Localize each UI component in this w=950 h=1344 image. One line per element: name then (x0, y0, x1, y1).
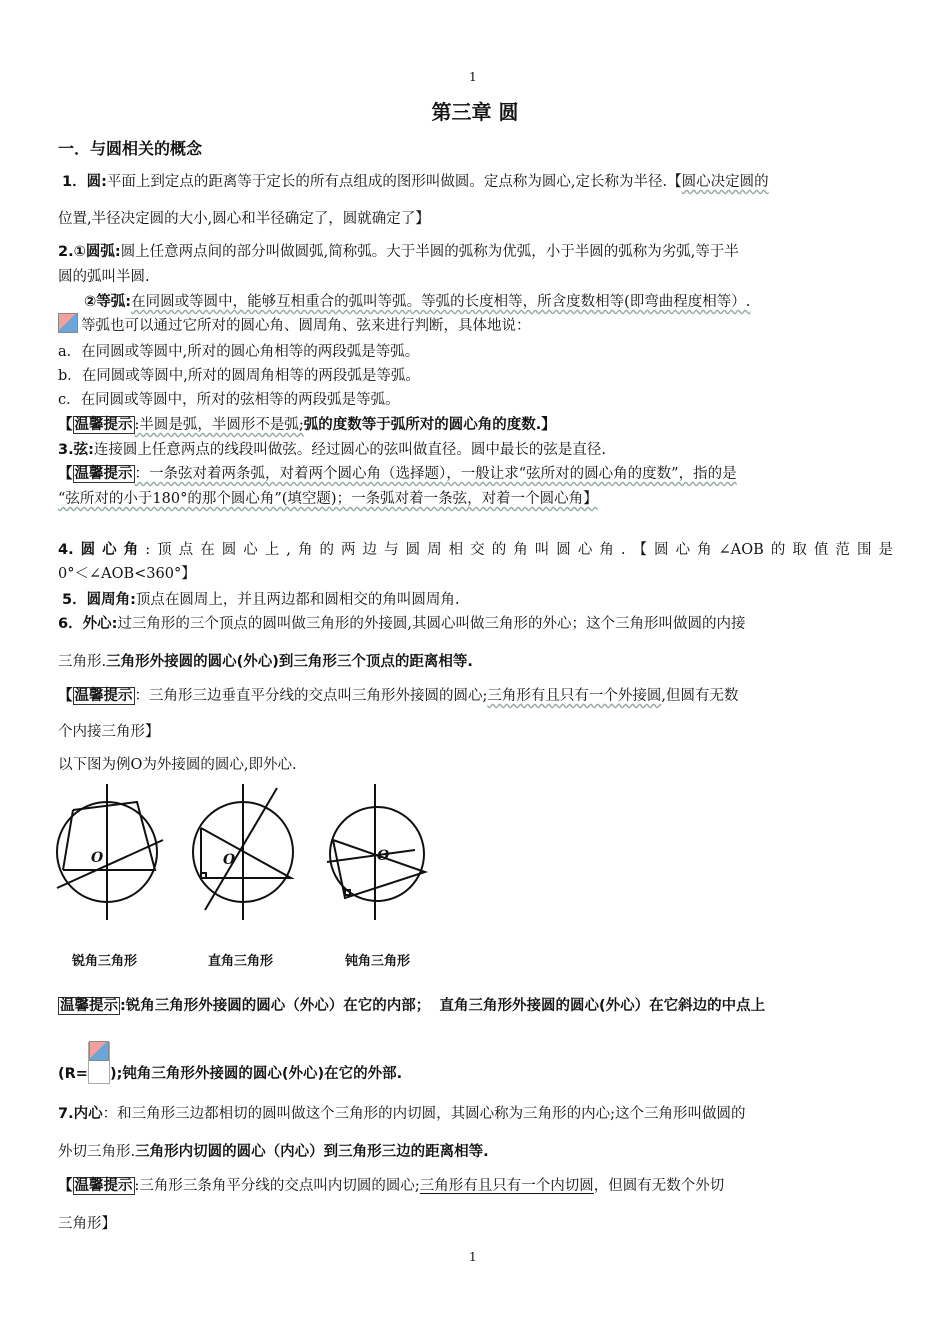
tip-text: ,但圆有无数 (661, 688, 739, 704)
tip-text: 直角三角形外接圆的圆心(外心）在它斜边的中点上 (439, 998, 766, 1014)
term-label: 1．圆: (62, 174, 107, 190)
tip-5-cont: 三角形】 (58, 1216, 116, 1232)
para-4 (58, 538, 893, 559)
tip-text: “弦所对的小于180°的那个圆心角”(填空题)；一条弧对着一条弦，对着一个圆心角】 (58, 491, 598, 507)
tip-4-cont (58, 1042, 402, 1084)
right-triangle-figure (193, 784, 293, 920)
tip-4 (58, 994, 765, 1015)
tip-2-cont (58, 487, 598, 508)
tip-text: 三角形有且只有一个内切圆 (419, 1178, 594, 1194)
para-2b (84, 290, 750, 311)
tip-text: 弧的度数等于弧所对的圆心角的度数.】 (303, 417, 556, 433)
term-label: ②等弧: (84, 294, 132, 310)
para-text: 圆心决定圆的 (681, 174, 769, 190)
para-text: 连接圆上任意两点的线段叫做弦。经过圆心的弦叫做直径。圆中最长的弦是直径. (93, 442, 607, 458)
para-1-cont: 位置,半径决定圆的大小,圆心和半径确定了，圆就确定了】 (58, 211, 430, 227)
term-label: 4.圆心角 (58, 542, 146, 558)
list-item-b: b．在同圆或等圆中,所对的圆周角相等的两段弧是等弧。 (58, 368, 420, 384)
tip-text: ，但圆有无数个外切 (593, 1178, 725, 1194)
para-text: 平面上到定点的距离等于定长的所有点组成的图形叫做圆。定点称为圆心,定长称为半径.【 (106, 174, 682, 190)
para-7-cont (58, 1140, 489, 1161)
broken-image-icon (89, 1041, 109, 1061)
circumcenter-figures (55, 780, 435, 930)
para-1 (62, 170, 769, 191)
para-text: :顶点在圆心上,角的两边与圆周相交的角叫圆心角.【圆心角∠AOB的取值范围是 (145, 542, 893, 558)
acute-triangle-figure (57, 784, 163, 920)
list-item-a: a．在同圆或等圆中,所对的圆心角相等的两段弧是等弧。 (58, 344, 420, 360)
tip-1: 【 温馨提示 :半圆是弧，半圆形不是弧;弧的度数等于弧所对的圆心角的度数.】 (58, 417, 556, 433)
para-7 (58, 1102, 746, 1123)
para-text: 过三角形的三个顶点的圆叫做三角形的外接圆,其圆心叫做三角形的外心；这个三角形叫做圆的内接 (117, 616, 746, 632)
example-text: 以下图为例O为外接圆的圆心,即外心. (58, 757, 297, 773)
term-label: 6．外心: (58, 616, 118, 632)
term-label: 3.弦: (58, 442, 94, 458)
term-label: 5．圆周角: (62, 592, 136, 608)
para-text: 顶点在圆周上，并且两边都和圆相交的角叫圆周角. (135, 592, 460, 608)
broken-formula-image (88, 1042, 110, 1084)
tip-text: :三角形三条角平分线的交点叫内切圆的圆心; (134, 1178, 420, 1194)
para-2c (58, 313, 531, 335)
para-text: 外切三角形. (58, 1144, 136, 1160)
para-3 (58, 438, 606, 459)
tip-text: (R= (58, 1066, 88, 1082)
figure-label-acute: 锐角三角形 (72, 954, 138, 969)
tip-2: 【 温馨提示 ：一条弦对着两条弧，对着两个圆心角（选择题），一般让求“弦所对的圆心角的度数”，指的是 (58, 466, 737, 482)
term-label: 2.①圆弧: (58, 244, 121, 260)
tip-label: 温馨提示 (60, 998, 118, 1014)
para-text: ：和三角形三边都相切的圆叫做这个三角形的内切圆，其圆心称为三角形的内心;这个三角形叫做圆的 (102, 1106, 746, 1122)
para-text: 在同圆或等圆中，能够互相重合的弧叫等弧。等弧的长度相等，所含度数相等(即弯曲程度相等）. (131, 294, 751, 310)
tip-label: 温馨提示 (74, 688, 133, 704)
center-label-o: O (223, 852, 236, 868)
tip-3: 【 温馨提示 ：三角形三边垂直平分线的交点叫三角形外接圆的圆心;三角形有且只有一个外接圆,但圆有无数 (58, 688, 739, 704)
para-2-cont: 圆的弧叫半圆. (58, 269, 150, 285)
para-2 (58, 240, 739, 261)
tip-text: 三角形有且只有一个外接圆 (487, 688, 662, 704)
center-label-o: O (91, 850, 104, 866)
para-text: 圆上任意两点间的部分叫做圆弧,简称弧。大于半圆的弧称为优弧，小于半圆的弧称为劣弧,等于半 (120, 244, 739, 260)
para-4-cont: 0°＜∠AOB<360°】 (58, 566, 196, 582)
tip-text: );钝角三角形外接圆的圆心(外心)在它的外部. (109, 1066, 403, 1082)
tip-text: :半圆是弧，半圆形不是弧; (134, 417, 304, 433)
tip-text: :锐角三角形外接圆的圆心（外心）在它的内部； (120, 998, 431, 1014)
section-heading: 一．与圆相关的概念 (58, 139, 203, 158)
page-number-top: 1 (469, 70, 477, 84)
page-number-bottom: 1 (469, 1250, 477, 1264)
tip-3-cont: 个内接三角形】 (58, 724, 160, 740)
tip-label: 温馨提示 (74, 417, 133, 433)
figure-label-right: 直角三角形 (208, 954, 274, 969)
para-text-bold: 三角形内切圆的圆心（内心）到三角形三边的距离相等. (135, 1144, 489, 1160)
para-text-bold: 三角形外接圆的圆心(外心)到三角形三个顶点的距离相等. (106, 654, 473, 670)
page-title: 第三章 圆 (431, 100, 519, 124)
tip-text: ：三角形三边垂直平分线的交点叫三角形外接圆的圆心; (134, 688, 488, 704)
tip-text: ：一条弦对着两条弧，对着两个圆心角（选择题），一般让求“弦所对的圆心角的度数”，指的是 (134, 466, 737, 482)
list-item-c: c．在同圆或等圆中，所对的弦相等的两段弧是等弧。 (58, 392, 400, 408)
figure-label-obtuse: 钝角三角形 (345, 954, 411, 969)
tip-label: 温馨提示 (74, 1178, 133, 1194)
para-6-cont (58, 650, 473, 671)
center-label-o: O (377, 848, 390, 864)
tip-5: 【 温馨提示 :三角形三条角平分线的交点叫内切圆的圆心;三角形有且只有一个内切圆，但圆有无数个外切 (58, 1178, 725, 1194)
para-text: 三角形. (58, 654, 107, 670)
para-text: 等弧也可以通过它所对的圆心角、圆周角、弦来进行判断，具体地说： (81, 318, 531, 334)
para-6 (58, 612, 746, 633)
tip-label: 温馨提示 (74, 466, 133, 482)
obtuse-triangle-figure (327, 784, 425, 920)
para-5 (62, 588, 460, 609)
term-label: 7.内心 (58, 1106, 103, 1122)
broken-image-icon (58, 313, 78, 333)
